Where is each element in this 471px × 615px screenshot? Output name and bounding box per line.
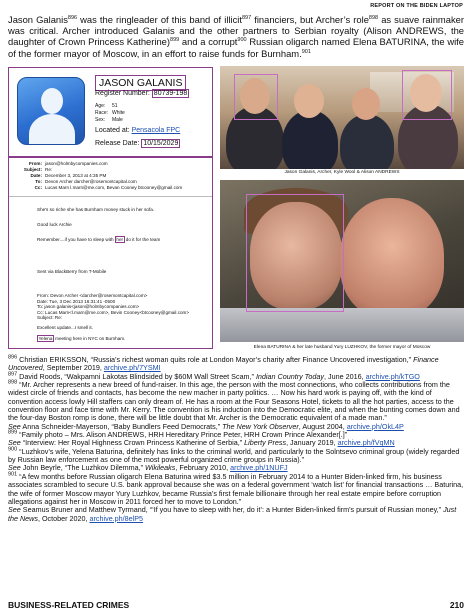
- highlight-box: [402, 70, 452, 120]
- footnote-901: $^{901}$ “A few months before Russian oligarch Elena Baturina wired $3.5 million in February 2014 to a Hunter Biden-linked firm, his business associates scrambled to secure U.S. bank approval because she was on a federal government ‘watch list’ for financial transactions … Baturina, the wife of former Moscow mayor Yury Luzhkov, became Russia’s first female billionaire through her real estate empire before corruption allegations against her in Moscow in 2011 forced her to move to London.”: [8, 471, 464, 506]
- location-link[interactable]: Pensacola FPC: [131, 127, 181, 134]
- register-number: Register Number: 80739-198: [95, 90, 188, 97]
- archive-link[interactable]: archive.ph/fVqMN: [337, 438, 395, 448]
- footnote-901-source: See Seamus Bruner and Matthew Tyrmand, “‘If you have to sleep with her, do it’: a Hunter Biden-linked firm’s pursuit of Russian money,” Just the News, October 2020, archive.ph/8elP5: [8, 505, 457, 523]
- archive-link[interactable]: archive.ph/7YSMI: [103, 363, 161, 373]
- email-body-line: Good luck Archie: [37, 222, 72, 227]
- archive-link[interactable]: archive.ph/1NUFJ: [230, 463, 288, 473]
- highlight-box: [234, 74, 278, 120]
- archive-link[interactable]: archive.ph/8elP5: [89, 513, 144, 523]
- footnote-899-source: See “Interview: Her Royal Highness Crown Princess Katherine of Serbia,” Liberty Press, January 2019, archive.ph/fVqMN: [8, 438, 395, 448]
- highlight-box: [246, 194, 344, 312]
- intro-paragraph: Jason Galanis$^{896}$ was the ringleader of this band of illicit$^{897}$ financiers, but Archer’s role$^{898}$ as suave rainmaker was critical. Archer introduced Galanis and the other partners to Serbian royalty (Alison ANDREWS, the daughter of Crown Princess Katherine)$^{899}$ and a corrupt$^{900}$ Russian oligarch named Elena BATURINA, the wife of the former mayor of Moscow, in an effort to raise funds for Burnham.$^{901}$: [8, 14, 464, 59]
- page-footer: [8, 600, 464, 612]
- email-header: From: jason@holmbycompanies.com Subject: Re: Date: December 3, 2013 at 4:35 PM To: Devon Archer darcher@rosemontcapital.com Cc: Lucas Marn l.marn@me.com, Bevan Cooney btcooney@gmail.com: [9, 157, 212, 197]
- email-body-line: Remember....if you have to sleep with her do it for the team: [37, 237, 161, 242]
- page-number: 210: [449, 600, 464, 610]
- archive-link[interactable]: archive.ph/kTGO: [365, 371, 420, 381]
- footnote-899: $^{899}$ “Family photo – Mrs. Alison ANDREWS, HRH Hereditary Prince Peter, HRH Crown Prince Alexander[.]”: [8, 429, 348, 440]
- footnote-900-source: See John Beyrle, “The Luzhkov Dilemma,” Wikileaks, February 2010, archive.ph/1NUFJ: [8, 463, 288, 473]
- photo-caption: Elena BATURINA & her late husband Yury LUZHKOV, the former mayor of Moscow: [253, 345, 431, 350]
- footnote-897: $^{897}$ David Roods, “Wakpamni Lakotas Blindsided by $60M Wall Street Scam,” Indian Country Today, June 2016, archive.ph/kTGO: [8, 371, 420, 381]
- email-body-line: She's so riche she has Burnham money stuck in her sofa.: [37, 207, 155, 212]
- footnotes: [8, 356, 464, 523]
- photo-caption: Jason Galanis, Archer, Kyle Wool & Alison ANDREWS: [284, 170, 400, 175]
- inmate-name: JASON GALANIS: [95, 75, 186, 91]
- email-quoted-reply: From: Devon Archer <darcher@rosemontcapital.com> Date: Tue, 3 Dec 2013 16:31:41 -0500 To: jason galanis<jason@holmbycompanies.com> Cc: Lucas Marn<l.marn@me.com>, Bevin Cooney<btcooney@gmail.com> Subject: Re: Excellent update...I smell it. Yelena meeting here in NYC on Burnham.: [37, 293, 190, 341]
- inmate-attributes: Age: 51 Race: White Sex: Male: [95, 103, 125, 123]
- release-date: Release Date: 10/15/2029: [95, 140, 179, 147]
- footnote-898: $^{898}$ “Mr. Archer represents a new breed of fund-raiser. In this age, the person with the most connections, who collects contributions from the widest circle of friends and contacts, has become the new macher in party politics. … Now his hard work is paying off, with the kind of convention access lowly Hill staffers can only dream of. He has a room at the Four Seasons Hotel, tickets to all the hot parties, access to the convention floor and face time with Mr. Kerry. The convention is his induction into the Democratic elite, and when the bunting comes down and the four-day Boston romp is done, there will be little doubt that Mr. Archer is the Democratic equivalent of a made man.”: [8, 379, 460, 423]
- location: Located at: Pensacola FPC: [95, 127, 181, 134]
- section-title: BUSINESS-RELATED CRIMES: [8, 600, 130, 610]
- footnote-896: $^{896}$ Christian ERIKSSON, “Russia’s richest woman quits role at London Mayor’s charity after Finance Uncovered investigation,” Finance Uncovered, September 2019, archive.ph/7YSMI: [8, 354, 439, 373]
- archive-link[interactable]: archive.ph/OkL4P: [346, 421, 404, 431]
- email-signature: Sent via BlackBerry from T-Mobile: [37, 269, 107, 274]
- footnote-898-source: See Anna Schneider-Mayerson, “Baby Bundlers Feed Democrats,” The New York Observer, August 2004, archive.ph/OkL4P: [8, 421, 404, 431]
- person-placeholder-icon: [17, 77, 85, 145]
- footnote-900: $^{900}$ “Luzhkov’s wife, Yelena Baturina, definitely has links to the criminal world, and particularly to the Solntsevo criminal group (widely regarded by Russian law enforcement as one of the most powerful organized crime groups in Russia).”: [8, 446, 460, 465]
- group-photo: [220, 66, 464, 169]
- running-head: REPORT ON THE BIDEN LAPTOP: [370, 3, 463, 9]
- email-screenshot: [8, 156, 213, 349]
- couple-photo: [220, 180, 464, 342]
- inmate-record-card: [8, 67, 213, 158]
